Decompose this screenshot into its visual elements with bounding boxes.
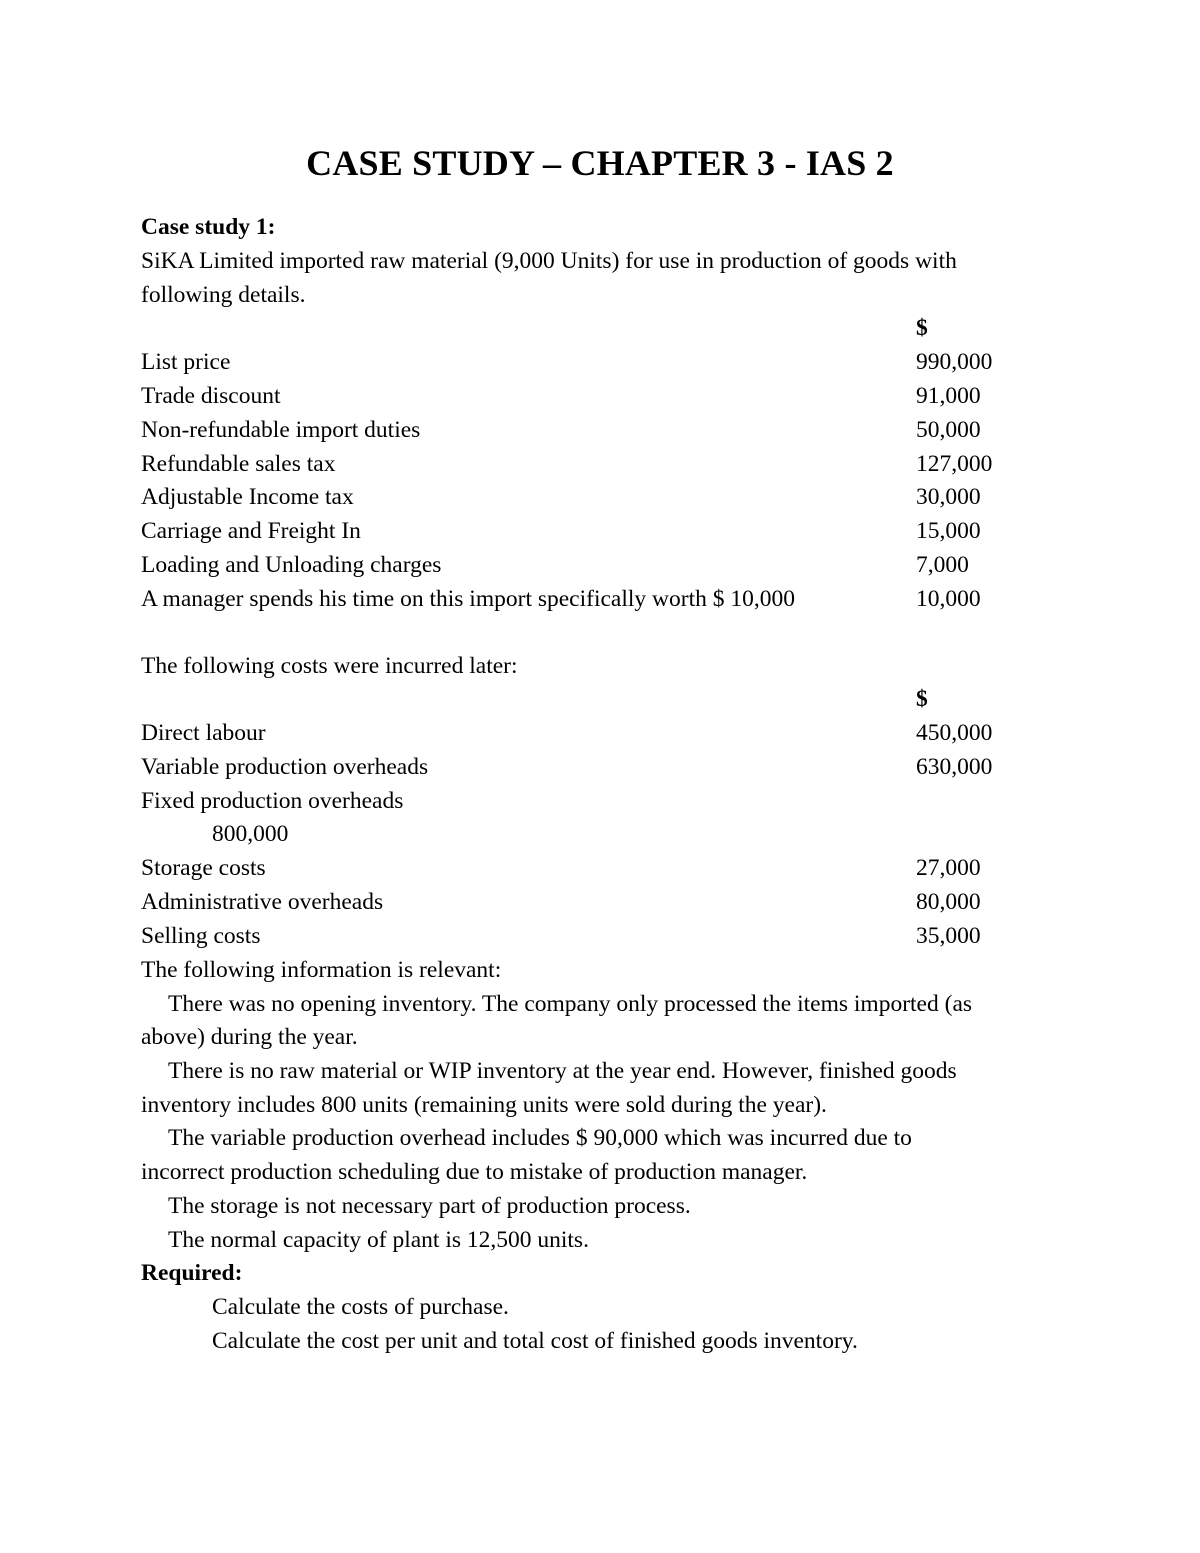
purchase-item-amount: 127,000	[916, 451, 993, 477]
purchase-item-label: Adjustable Income tax	[141, 484, 354, 510]
info-point-line: The normal capacity of plant is 12,500 units.	[168, 1227, 589, 1253]
later-item-amount: 630,000	[916, 754, 993, 780]
intro-line-1: SiKA Limited imported raw material (9,000 Units) for use in production of goods with	[141, 248, 957, 274]
purchase-item-label: Loading and Unloading charges	[141, 552, 442, 578]
later-item-label: Selling costs	[141, 923, 261, 949]
info-point-line: There was no opening inventory. The company only processed the items imported (as	[168, 991, 973, 1017]
purchase-item-amount: 990,000	[916, 349, 993, 375]
later-item-label: Storage costs	[141, 855, 266, 881]
info-point-line: above) during the year.	[141, 1024, 358, 1050]
later-item-amount: 450,000	[916, 720, 993, 746]
purchase-item-label: List price	[141, 349, 231, 375]
required-item: Calculate the cost per unit and total cost of finished goods inventory.	[212, 1328, 858, 1354]
later-item-amount: 27,000	[916, 855, 981, 881]
purchase-item-amount: 30,000	[916, 484, 981, 510]
info-point-line: The variable production overhead includes $ 90,000 which was incurred due to	[168, 1125, 912, 1151]
required-item: Calculate the costs of purchase.	[212, 1294, 509, 1320]
purchase-item-amount: 10,000	[916, 586, 981, 612]
purchase-item-amount: 7,000	[916, 552, 969, 578]
later-item-amount: 800,000	[212, 821, 289, 847]
purchase-item-amount: 91,000	[916, 383, 981, 409]
later-item-label: Direct labour	[141, 720, 266, 746]
later-item-label: Fixed production overheads	[141, 788, 404, 814]
info-point-line: The storage is not necessary part of production process.	[168, 1193, 691, 1219]
currency-header-2: $	[916, 686, 928, 712]
intro-line-2: following details.	[141, 282, 306, 308]
currency-header-1: $	[916, 315, 928, 341]
later-item-label: Administrative overheads	[141, 889, 384, 915]
purchase-item-amount: 15,000	[916, 518, 981, 544]
later-item-amount: 80,000	[916, 889, 981, 915]
later-item-label: Variable production overheads	[141, 754, 429, 780]
purchase-item-label: A manager spends his time on this import specifically worth $ 10,000	[141, 586, 795, 612]
purchase-item-amount: 50,000	[916, 417, 981, 443]
later-costs-intro: The following costs were incurred later:	[141, 653, 518, 679]
required-heading: Required:	[141, 1260, 243, 1286]
info-intro: The following information is relevant:	[141, 957, 502, 983]
purchase-item-label: Carriage and Freight In	[141, 518, 361, 544]
case-heading: Case study 1:	[141, 214, 276, 240]
later-item-amount: 35,000	[916, 923, 981, 949]
info-point-line: incorrect production scheduling due to mistake of production manager.	[141, 1159, 808, 1185]
purchase-item-label: Trade discount	[141, 383, 281, 409]
purchase-item-label: Non-refundable import duties	[141, 417, 421, 443]
page-title: CASE STUDY – CHAPTER 3 - IAS 2	[306, 143, 894, 183]
purchase-item-label: Refundable sales tax	[141, 451, 336, 477]
info-point-line: There is no raw material or WIP inventory at the year end. However, finished goods	[168, 1058, 957, 1084]
info-point-line: inventory includes 800 units (remaining units were sold during the year).	[141, 1092, 827, 1118]
